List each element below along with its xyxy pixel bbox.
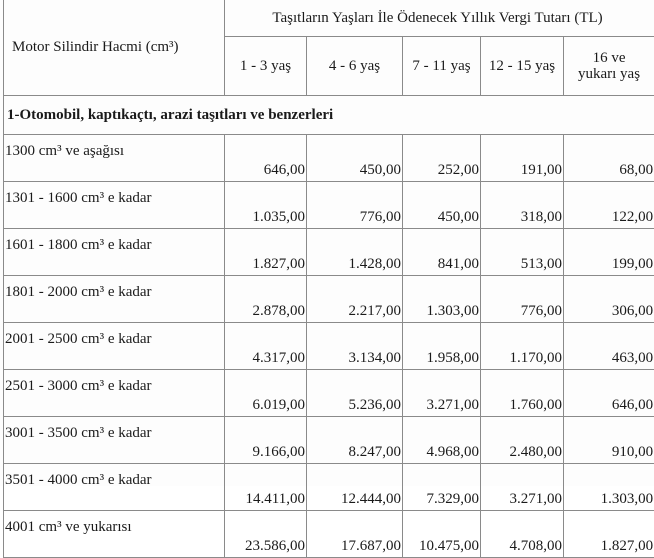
cell-value: 3.271,00 bbox=[481, 464, 564, 511]
cell-value: 23.586,00 bbox=[225, 511, 307, 558]
cell-value: 1.170,00 bbox=[481, 323, 564, 370]
cell-value: 252,00 bbox=[403, 135, 481, 182]
cell-value: 3.271,00 bbox=[403, 370, 481, 417]
cell-value: 318,00 bbox=[481, 182, 564, 229]
row-label: 1301 - 1600 cm³ e kadar bbox=[4, 182, 225, 229]
cell-value: 776,00 bbox=[481, 276, 564, 323]
cell-value: 191,00 bbox=[481, 135, 564, 182]
row-label: 3001 - 3500 cm³ e kadar bbox=[4, 417, 225, 464]
row-label: 2001 - 2500 cm³ e kadar bbox=[4, 323, 225, 370]
table-row bbox=[4, 229, 654, 276]
cell-value: 4.317,00 bbox=[225, 323, 307, 370]
cell-value: 513,00 bbox=[481, 229, 564, 276]
cell-value: 450,00 bbox=[307, 135, 403, 182]
section-row bbox=[4, 96, 654, 135]
cell-value: 1.827,00 bbox=[225, 229, 307, 276]
cell-value: 841,00 bbox=[403, 229, 481, 276]
cell-value: 4.708,00 bbox=[481, 511, 564, 558]
table-row bbox=[4, 511, 654, 558]
row-label: 1801 - 2000 cm³ e kadar bbox=[4, 276, 225, 323]
cell-value: 8.247,00 bbox=[307, 417, 403, 464]
table-row bbox=[4, 370, 654, 417]
header-age-16-plus-line1: 16 ve bbox=[593, 50, 626, 66]
cell-value: 7.329,00 bbox=[403, 464, 481, 511]
cell-value: 1.827,00 bbox=[564, 511, 654, 558]
table-row bbox=[4, 182, 654, 229]
section-title: 1-Otomobil, kaptıkaçtı, arazi taşıtları ve benzerleri bbox=[4, 96, 654, 135]
cell-value: 14.411,00 bbox=[225, 464, 307, 511]
row-label: 1601 - 1800 cm³ e kadar bbox=[4, 229, 225, 276]
cell-value: 1.035,00 bbox=[225, 182, 307, 229]
header-age-7-11: 7 - 11 yaş bbox=[403, 37, 481, 96]
cell-value: 450,00 bbox=[403, 182, 481, 229]
header-age-16-plus bbox=[564, 37, 654, 96]
vehicle-tax-table bbox=[3, 0, 654, 558]
row-label: 3501 - 4000 cm³ e kadar bbox=[4, 464, 225, 511]
table-row bbox=[4, 464, 654, 511]
header-row-1 bbox=[4, 0, 654, 37]
header-age-16-plus-line2: yukarı yaş bbox=[578, 66, 640, 82]
row-label: 2501 - 3000 cm³ e kadar bbox=[4, 370, 225, 417]
cell-value: 199,00 bbox=[564, 229, 654, 276]
cell-value: 646,00 bbox=[564, 370, 654, 417]
table-row bbox=[4, 417, 654, 464]
cell-value: 1.303,00 bbox=[564, 464, 654, 511]
row-label: 4001 cm³ ve yukarısı bbox=[4, 511, 225, 558]
table-row bbox=[4, 135, 654, 182]
cell-value: 122,00 bbox=[564, 182, 654, 229]
cell-value: 1.428,00 bbox=[307, 229, 403, 276]
cell-value: 463,00 bbox=[564, 323, 654, 370]
cell-value: 4.968,00 bbox=[403, 417, 481, 464]
header-age-1-3: 1 - 3 yaş bbox=[225, 37, 307, 96]
cell-value: 306,00 bbox=[564, 276, 654, 323]
cell-value: 9.166,00 bbox=[225, 417, 307, 464]
row-label: 1300 cm³ ve aşağısı bbox=[4, 135, 225, 182]
cell-value: 2.878,00 bbox=[225, 276, 307, 323]
cell-value: 646,00 bbox=[225, 135, 307, 182]
cell-value: 1.303,00 bbox=[403, 276, 481, 323]
header-tax-by-age: Taşıtların Yaşları İle Ödenecek Yıllık Vergi Tutarı (TL) bbox=[225, 0, 654, 37]
cell-value: 17.687,00 bbox=[307, 511, 403, 558]
cell-value: 10.475,00 bbox=[403, 511, 481, 558]
cell-value: 5.236,00 bbox=[307, 370, 403, 417]
table-row bbox=[4, 276, 654, 323]
cell-value: 68,00 bbox=[564, 135, 654, 182]
cell-value: 12.444,00 bbox=[307, 464, 403, 511]
cell-value: 776,00 bbox=[307, 182, 403, 229]
header-motor-volume: Motor Silindir Hacmi (cm³) bbox=[4, 0, 225, 96]
cell-value: 2.480,00 bbox=[481, 417, 564, 464]
table-row bbox=[4, 323, 654, 370]
header-age-4-6: 4 - 6 yaş bbox=[307, 37, 403, 96]
header-age-12-15: 12 - 15 yaş bbox=[481, 37, 564, 96]
cell-value: 1.958,00 bbox=[403, 323, 481, 370]
cell-value: 910,00 bbox=[564, 417, 654, 464]
cell-value: 6.019,00 bbox=[225, 370, 307, 417]
cell-value: 3.134,00 bbox=[307, 323, 403, 370]
cell-value: 1.760,00 bbox=[481, 370, 564, 417]
cell-value: 2.217,00 bbox=[307, 276, 403, 323]
